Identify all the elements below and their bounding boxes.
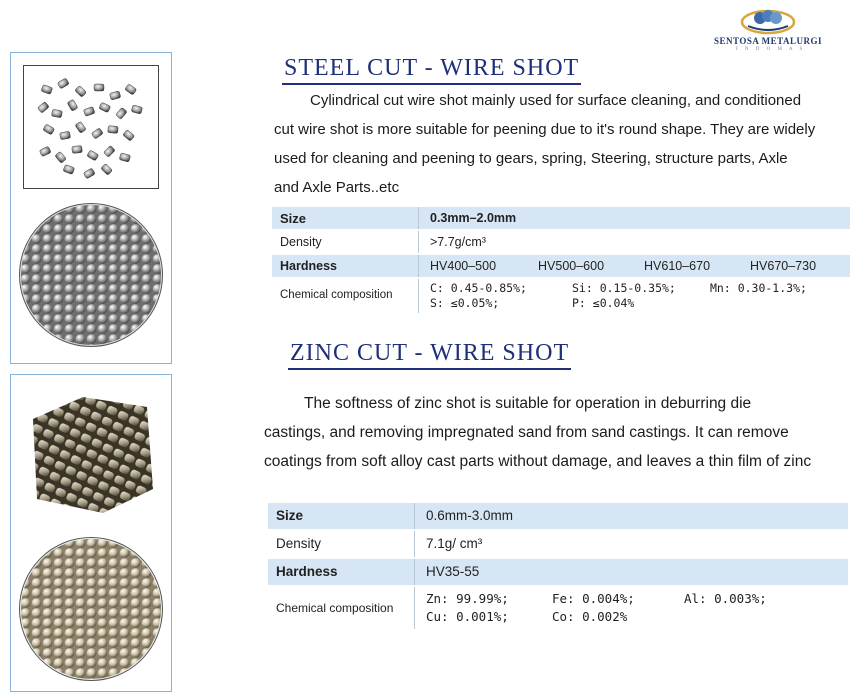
zinc-chem-row <box>268 587 848 629</box>
brand-tagline: I N D O M A S <box>736 47 806 52</box>
zinc-cut-wire-photo <box>23 389 157 519</box>
row-divider <box>414 531 415 557</box>
zinc-chem-cu: Cu: 0.001%; <box>426 609 509 624</box>
zinc-size-label: Size <box>276 508 304 523</box>
zinc-image-panel <box>10 374 172 692</box>
steel-desc-line-4: and Axle Parts..etc <box>274 179 400 196</box>
zinc-spec-table <box>268 503 848 633</box>
brand-name: SENTOSA METALURGI <box>714 36 822 46</box>
steel-desc-line-1: Cylindrical cut wire shot mainly used for surface cleaning, and conditioned <box>310 92 802 109</box>
zinc-desc-line-3: coatings from soft alloy cast parts without damage, and leaves a thin film of zinc <box>264 453 812 470</box>
steel-hardness-value-3: HV610–670 <box>644 259 711 273</box>
steel-image-panel <box>10 52 172 364</box>
steel-desc-line-2: cut wire shot is more suitable for peening due to it's round shape. They are widely <box>274 121 816 138</box>
zinc-chem-fe: Fe: 0.004%; <box>552 591 635 606</box>
steel-size-label: Size <box>280 211 307 226</box>
steel-chem-s: S: ≤0.05%; <box>430 296 500 310</box>
zinc-hardness-label: Hardness <box>276 564 338 579</box>
steel-spec-table <box>272 207 850 313</box>
steel-hardness-value-1: HV400–500 <box>430 259 497 273</box>
zinc-size-row <box>268 503 848 529</box>
steel-hardness-row <box>272 255 850 277</box>
row-divider <box>414 503 415 529</box>
zinc-density-value: 7.1g/ cm³ <box>426 536 483 551</box>
steel-chem-c: C: 0.45-0.85%; <box>430 281 527 295</box>
zinc-conditioned-shot-photo <box>19 537 163 681</box>
zinc-chem-co: Co: 0.002% <box>552 609 628 624</box>
zinc-desc-line-2: castings, and removing impregnated sand from sand castings. It can remove <box>264 424 789 441</box>
zinc-title-text: ZINC CUT - WIRE SHOT <box>290 340 570 366</box>
steel-hardness-label: Hardness <box>280 259 337 273</box>
zinc-hardness-value: HV35-55 <box>426 564 480 579</box>
steel-density-value: >7.7g/cm³ <box>430 235 486 249</box>
steel-density-row <box>272 231 850 253</box>
zinc-chem-label: Chemical composition <box>276 601 394 615</box>
steel-hardness-value-4: HV670–730 <box>750 259 817 273</box>
row-divider <box>418 255 419 277</box>
steel-cut-wire-photo <box>23 65 159 189</box>
zinc-desc-line-1: The softness of zinc shot is suitable for operation in deburring die <box>304 395 752 412</box>
zinc-title-underline <box>288 368 571 370</box>
steel-desc-line-3: used for cleaning and peening to gears, spring, Steering, structure parts, Axle <box>274 150 788 167</box>
steel-chem-si: Si: 0.15-0.35%; <box>572 281 676 295</box>
steel-title-text: STEEL CUT - WIRE SHOT <box>284 55 580 81</box>
steel-hardness-value-2: HV500–600 <box>538 259 605 273</box>
steel-conditioned-shot-photo <box>19 203 163 347</box>
zinc-size-value: 0.6mm-3.0mm <box>426 508 514 523</box>
zinc-section-title <box>290 340 569 367</box>
steel-section-title <box>284 55 579 82</box>
row-divider <box>414 587 415 629</box>
zinc-density-label: Density <box>276 536 322 551</box>
row-divider <box>418 279 419 313</box>
steel-size-value: 0.3mm–2.0mm <box>430 211 517 225</box>
row-divider <box>418 207 419 229</box>
row-divider <box>414 559 415 585</box>
steel-chem-label: Chemical composition <box>280 289 393 301</box>
zinc-description <box>264 389 860 476</box>
zinc-chem-al: Al: 0.003%; <box>684 591 767 606</box>
steel-title-underline <box>282 83 581 85</box>
steel-size-row <box>272 207 850 229</box>
steel-density-label: Density <box>280 235 322 249</box>
zinc-chem-zn: Zn: 99.99%; <box>426 591 509 606</box>
steel-chem-p: P: ≤0.04% <box>572 296 635 310</box>
steel-description <box>274 86 854 202</box>
zinc-density-row <box>268 531 848 557</box>
row-divider <box>418 231 419 253</box>
steel-chem-row <box>272 279 850 313</box>
zinc-hardness-row <box>268 559 848 585</box>
steel-chem-mn: Mn: 0.30-1.3%; <box>710 281 807 295</box>
